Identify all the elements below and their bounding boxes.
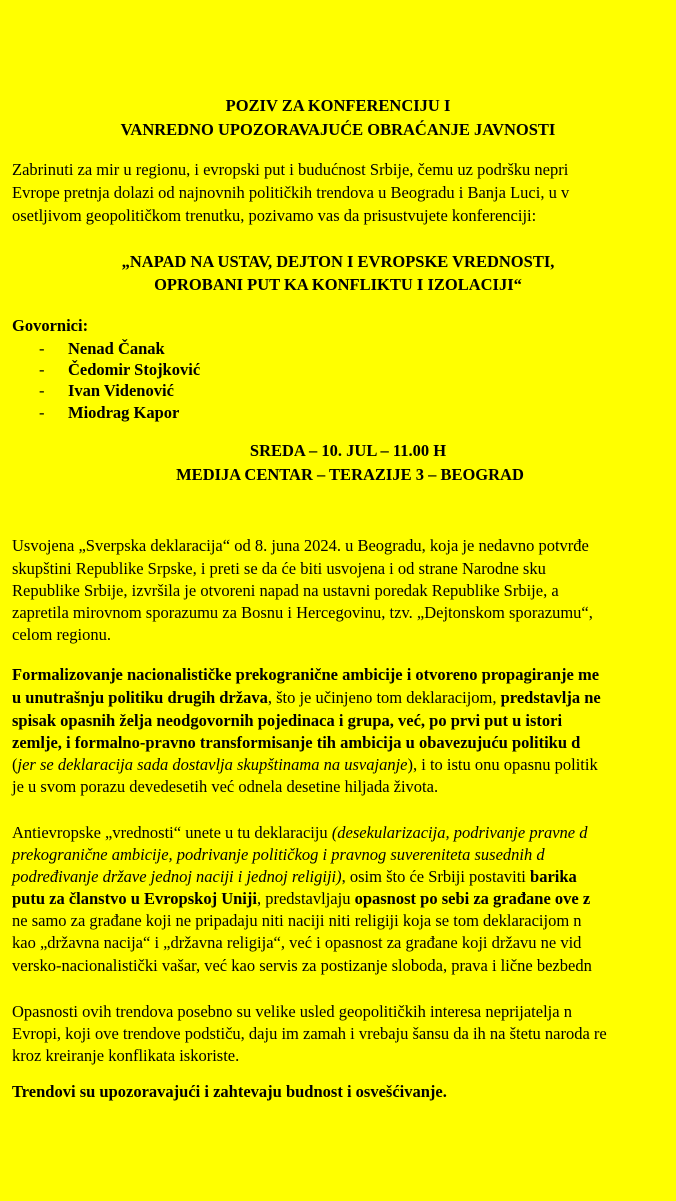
intro-line-2: Evrope pretnja dolazi od najnovnih političkih trendova u Beogradu i Banja Luci, u v <box>12 183 570 202</box>
p3-line-3 <box>12 867 577 887</box>
p3-text: , osim što će Srbiji postaviti <box>341 867 531 886</box>
p3-bold-text: opasnost po sebi za građane ove z <box>354 889 591 908</box>
p2-bold-text: Formalizovanje nacionalističke prekogranične ambicije i otvoreno propagiranje me <box>12 665 600 684</box>
p3-line-4 <box>12 889 590 909</box>
speaker-name: Nenad Čanak <box>68 339 165 358</box>
p2-bold-text: predstavlja ne <box>500 688 601 707</box>
p3-line-2 <box>12 845 545 865</box>
conference-title-line-1: „NAPAD NA USTAV, DEJTON I EVROPSKE VREDNOSTI, <box>121 252 555 271</box>
p2-line-4 <box>12 733 580 753</box>
p2-line-2 <box>12 688 601 708</box>
p2-bold-text: u unutrašnju politiku drugih država <box>12 688 268 707</box>
title-line-2: VANREDNO UPOZORAVAJUĆE OBRAĆANJE JAVNOSTI <box>120 120 556 139</box>
p4-line-1: Opasnosti ovih trendova posebno su velike usled geopolitičkih interesa neprijatelja n <box>12 1002 572 1021</box>
p3-text: , predstavljaju <box>256 889 355 908</box>
p2-italic-text: jer se deklaracija sada dostavlja skupštinama na usvajanje <box>17 755 408 774</box>
p1-line-1: Usvojena „Sverpska deklaracija“ od 8. juna 2024. u Beogradu, koja je nedavno potvrđe <box>12 536 589 555</box>
p3-bold-text: putu za članstvo u Evropskoj Uniji <box>12 889 257 908</box>
event-date: SREDA – 10. JUL – 11.00 H <box>249 441 447 460</box>
p3-bold-text: barika <box>530 867 577 886</box>
p2-line-1 <box>12 665 599 685</box>
p2-text: , što je učinjeno tom deklaracijom, <box>267 688 501 707</box>
conference-title-line-2: OPROBANI PUT KA KONFLIKTU I IZOLACIJI“ <box>154 275 522 294</box>
p3-line-5: ne samo za građane koji ne pripadaju niti naciji niti religiji koja se tom deklaracijom n <box>12 911 582 930</box>
p1-line-5: celom regionu. <box>12 625 111 644</box>
p3-italic-text: podređivanje države jednoj naciji i jednoj religiji) <box>12 867 342 886</box>
intro-line-3: osetljivom geopolitičkom trenutku, pozivamo vas da prisustvujete konferenciji: <box>12 206 537 225</box>
speaker-name: Ivan Videnović <box>68 381 174 400</box>
p1-line-4: zapretila mirovnom sporazumu za Bosnu i Hercegovinu, tzv. „Dejtonskom sporazumu“, <box>12 603 593 622</box>
p3-text: Antievropske „vrednosti“ unete u tu deklaraciju <box>12 823 332 842</box>
speakers-label: Govornici: <box>12 316 89 335</box>
p3-italic-text: (desekularizacija, podrivanje pravne d <box>331 823 588 842</box>
p1-line-2: skupštini Republike Srpske, i preti se da će biti usvojena i od strane Narodne sku <box>12 559 546 578</box>
p2-text: ), i to istu onu opasnu politik <box>407 755 598 774</box>
p3-line-7: versko-nacionalistički vašar, već kao servis za postizanje sloboda, prava i lične bezbedn <box>12 956 592 975</box>
speaker-name: Čedomir Stojković <box>68 360 201 379</box>
p4-line-2: Evropi, koji ove trendove podstiču, daju im zamah i vrebaju šansu da ih na štetu naroda re <box>12 1024 607 1043</box>
closing-statement: Trendovi su upozoravajući i zahtevaju budnost i osvešćivanje. <box>12 1082 447 1101</box>
p2-bold-text: spisak opasnih želja neodgovornih pojedinaca i grupa, već, po prvi put u istori <box>12 711 563 730</box>
p2-line-3 <box>12 711 562 731</box>
intro-line-1: Zabrinuti za mir u regionu, i evropski put i budućnost Srbije, čemu uz podršku nepri <box>12 160 569 179</box>
speaker-name: Miodrag Kapor <box>68 403 180 422</box>
p3-line-1 <box>12 823 588 843</box>
p2-text: ( <box>12 755 18 774</box>
p1-line-3: Republike Srbije, izvršila je otvoreni napad na ustavni poredak Republike Srbije, a <box>12 581 559 600</box>
p4-line-3: kroz kreiranje konflikata iskoriste. <box>12 1046 240 1065</box>
p2-bold-text: zemlje, i formalno-pravno transformisanje tih ambicija u obavezujuću politiku d <box>12 733 581 752</box>
p3-italic-text: prekogranične ambicije, podrivanje političkog i pravnog suvereniteta susednih d <box>12 845 545 864</box>
bullet-dash: - <box>39 360 45 379</box>
bullet-dash: - <box>39 381 45 400</box>
title-line-1: POZIV ZA KONFERENCIJU I <box>225 96 451 115</box>
bullet-dash: - <box>39 339 45 358</box>
p2-line-5 <box>12 755 598 775</box>
p2-line-6: je u svom porazu devedesetih već odnela desetine hiljada života. <box>12 777 439 796</box>
p3-line-6: kao „državna nacija“ i „državna religija“, već i opasnost za građane koji državu ne vid <box>12 933 582 952</box>
event-venue: MEDIJA CENTAR – TERAZIJE 3 – BEOGRAD <box>176 465 524 484</box>
bullet-dash: - <box>39 403 45 422</box>
